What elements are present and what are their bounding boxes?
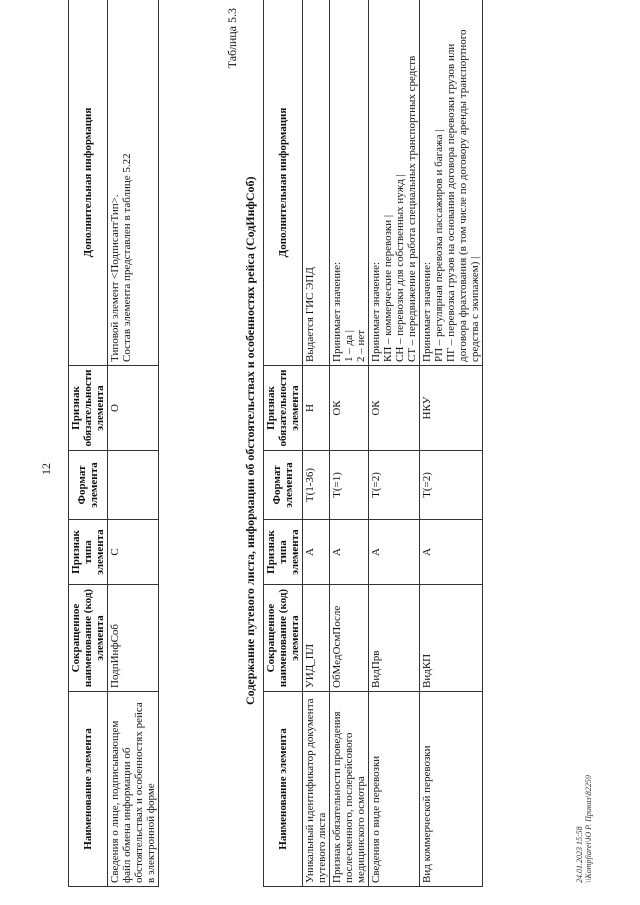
cell-info: Принимает значение: КП – коммерческие перевозки | СН – перевозки для собственных нужд | СТ – передвижение и работа специальных транспортных средств	[369, 0, 420, 366]
stamp-line-2: \\Kompfiarei\Ю Р. Приказ\82259	[584, 775, 593, 883]
header-format: Формат элемента	[69, 451, 108, 520]
header-required: Признак обязательности элемента	[264, 366, 303, 451]
cell-name: Уникальный идентификатор документа путевого листа	[303, 692, 330, 887]
cell-code: ОбМедОсмПосле	[330, 585, 369, 692]
table-row	[303, 0, 330, 887]
table-caption: Таблица 5.3	[225, 8, 239, 69]
header-type: Признак типа элемента	[264, 520, 303, 585]
cell-info: Принимает значение: 1 – да | 2 – нет	[330, 0, 369, 366]
cell-info: Типовой элемент <ПодписантТип>. Состав элемента представлен в таблице 5.22	[108, 0, 159, 366]
cell-info: Выдается ГИС ЭПД	[303, 0, 330, 366]
stamp-line-1: 24.01.2023 15:58	[575, 826, 584, 883]
page-number: 12	[39, 463, 53, 475]
cell-name: Сведения о виде перевозки	[369, 692, 420, 887]
cell-type: А	[369, 520, 420, 585]
cell-code: ВидПрв	[369, 585, 420, 692]
cell-required: О	[108, 366, 159, 451]
header-info: Дополнительная информация	[69, 0, 108, 366]
cell-code: ВидКП	[420, 585, 483, 692]
table-header-row	[69, 0, 108, 887]
header-info: Дополнительная информация	[264, 0, 303, 366]
header-type: Признак типа элемента	[69, 520, 108, 585]
cell-required: НКУ	[420, 366, 483, 451]
cell-type: А	[420, 520, 483, 585]
cell-name: Признак обязательности проведения послесменного, послерейсового медицинского осмотра	[330, 692, 369, 887]
cell-type: С	[108, 520, 159, 585]
cell-name: Сведения о лице, подписывающем файл обмена информации об обстоятельствах и особенностях рейса в электронной форме	[108, 692, 159, 887]
cell-name: Вид коммерческой перевозки	[420, 692, 483, 887]
cell-type: А	[303, 520, 330, 585]
header-code: Сокращенное наименование (код) элемента	[264, 585, 303, 692]
table-row	[369, 0, 420, 887]
header-format: Формат элемента	[264, 451, 303, 520]
cell-format: T(=2)	[420, 451, 483, 520]
cell-info: Принимает значение: РП – регулярная перевозка пассажиров и багажа | ПГ – перевозка грузов на основании договора перевозки грузов или договора фрахтования (в том числе по договору аренды транспортного средства с экипажем) |	[420, 0, 483, 366]
table-title: Содержание путевого листа, информации об обстоятельствах и особенностях рейса (СодИнфСоб)	[243, 176, 257, 705]
cell-required: ОК	[369, 366, 420, 451]
cell-format	[108, 451, 159, 520]
cell-format: T(=1)	[330, 451, 369, 520]
cell-code: ПодпИнфСоб	[108, 585, 159, 692]
header-required: Признак обязательности элемента	[69, 366, 108, 451]
elements-table-2	[263, 0, 483, 887]
header-name: Наименование элемента	[69, 692, 108, 887]
cell-required: ОК	[330, 366, 369, 451]
cell-format: T(=2)	[369, 451, 420, 520]
print-stamp	[575, 775, 593, 883]
cell-type: А	[330, 520, 369, 585]
table-header-row	[264, 0, 303, 887]
table-row	[108, 0, 159, 887]
elements-table-1	[68, 0, 159, 887]
table-row	[330, 0, 369, 887]
cell-code: УИД_ПЛ	[303, 585, 330, 692]
cell-format: T(1-36)	[303, 451, 330, 520]
header-name: Наименование элемента	[264, 692, 303, 887]
cell-required: Н	[303, 366, 330, 451]
table-row	[420, 0, 483, 887]
header-code: Сокращенное наименование (код) элемента	[69, 585, 108, 692]
